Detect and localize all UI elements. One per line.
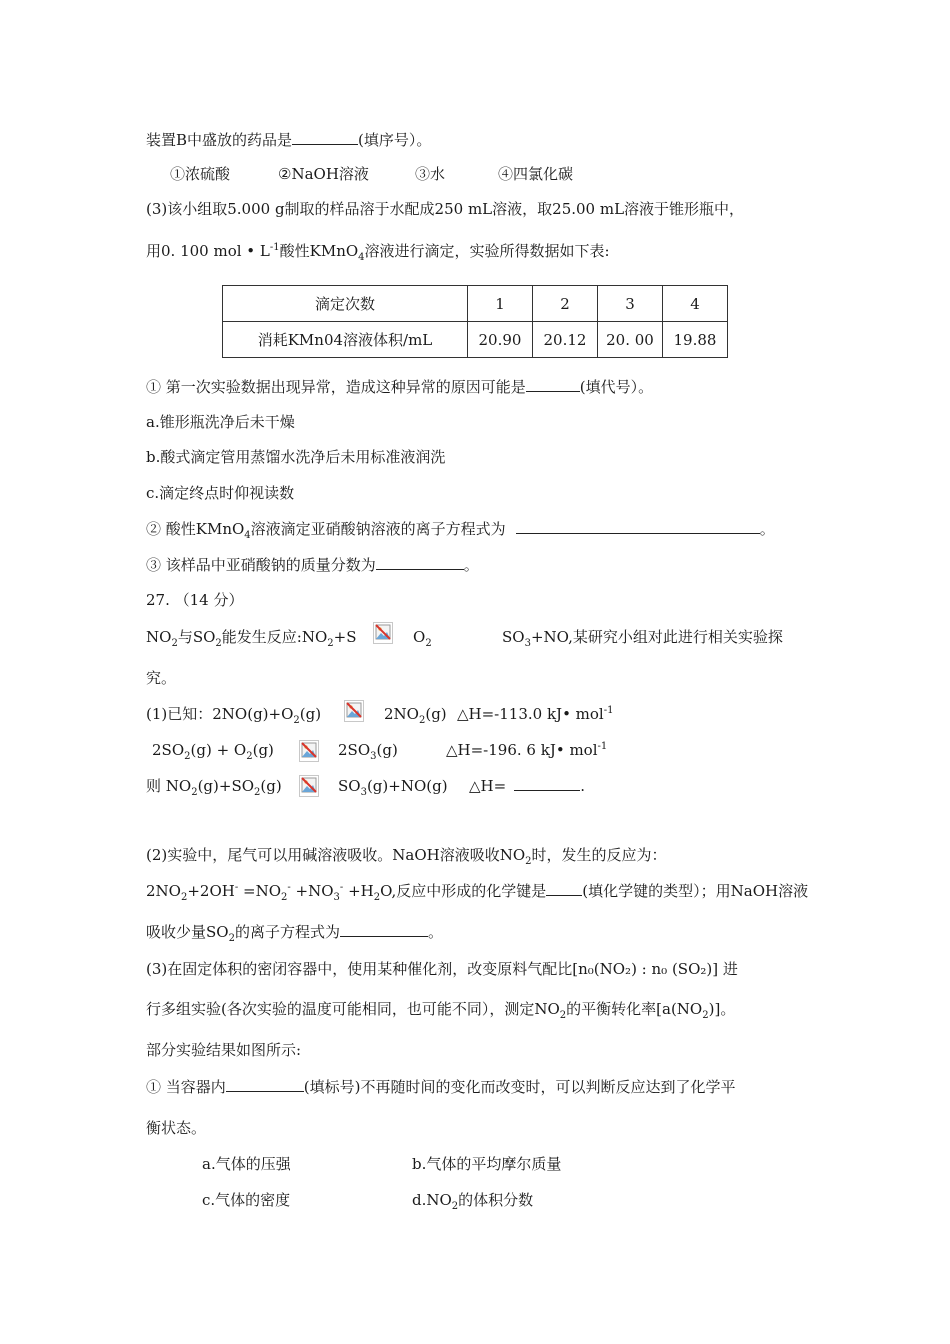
sub-question-1 bbox=[146, 377, 653, 397]
text: )]。 bbox=[708, 1000, 736, 1018]
part2-line1 bbox=[146, 845, 667, 865]
table-cell: 20. 00 bbox=[598, 322, 663, 358]
option-1: ①浓硫酸 bbox=[170, 165, 231, 183]
part3-line2 bbox=[146, 241, 610, 261]
subscript: 2 bbox=[254, 787, 261, 798]
intro-o2 bbox=[413, 627, 432, 647]
text: 行多组实验(各次实验的温度可能相同，也可能不同），测定NO bbox=[146, 1000, 560, 1018]
q27-option-b: b.气体的平均摩尔质量 bbox=[412, 1155, 562, 1173]
table-header-cell: 消耗KMn04溶液体积/mL bbox=[223, 322, 468, 358]
text: 吸收少量SO bbox=[146, 923, 229, 941]
reaction-3-enthalpy bbox=[469, 776, 585, 796]
text: . bbox=[580, 777, 585, 795]
subscript: 3 bbox=[524, 638, 531, 649]
reaction-3-left bbox=[146, 776, 282, 796]
subscript: 2 bbox=[215, 638, 222, 649]
text: ① 当容器内 bbox=[146, 1078, 226, 1096]
table-cell: 19.88 bbox=[663, 322, 728, 358]
q27-sub-question-1-line2: 衡状态。 bbox=[146, 1119, 207, 1137]
choice-c: c.滴定终点时仰视读数 bbox=[146, 484, 295, 502]
table-row bbox=[223, 286, 728, 322]
image-placeholder-icon bbox=[373, 622, 393, 644]
text: 的体积分数 bbox=[458, 1191, 534, 1209]
text: 的平衡转化率[a(NO bbox=[566, 1000, 703, 1018]
subscript: 2 bbox=[191, 787, 198, 798]
text: (填化学键的类型）；用NaOH溶液 bbox=[582, 882, 809, 900]
choice-a: a.锥形瓶洗净后未干燥 bbox=[146, 413, 295, 431]
reaction-arrow-image-icon bbox=[299, 740, 319, 762]
answer-blank[interactable] bbox=[526, 377, 580, 392]
text: 溶液进行滴定，实验所得数据如下表: bbox=[364, 242, 610, 260]
text: +NO bbox=[290, 882, 334, 900]
text: SO bbox=[502, 628, 525, 646]
intro-line2: 究。 bbox=[146, 669, 177, 687]
text: 酸性KMnO bbox=[279, 242, 359, 260]
text: 能发生反应:NO bbox=[221, 628, 328, 646]
q27-option-a: a.气体的压强 bbox=[202, 1155, 291, 1173]
subscript: 3 bbox=[370, 751, 377, 762]
option-2: ②NaOH溶液 bbox=[278, 165, 369, 183]
text: +2OH bbox=[187, 882, 235, 900]
text: 溶液滴定亚硝酸钠溶液的离子方程式为 bbox=[250, 520, 506, 538]
subscript: 3 bbox=[360, 787, 367, 798]
answer-blank[interactable] bbox=[516, 519, 760, 534]
part3-q27-line3: 部分实验结果如图所示: bbox=[146, 1041, 302, 1059]
q27-option-c: c.气体的密度 bbox=[202, 1191, 291, 1209]
subscript: 4 bbox=[358, 252, 365, 263]
q27-option-d bbox=[412, 1190, 533, 1210]
choice-b: b.酸式滴定管用蒸馏水洗净后未用标准液润洗 bbox=[146, 448, 446, 466]
part3-q27-line2 bbox=[146, 999, 735, 1019]
text: (g) bbox=[252, 741, 274, 759]
table-row bbox=[223, 322, 728, 358]
titration-table bbox=[222, 285, 728, 358]
subscript: 3 bbox=[333, 892, 340, 903]
part3-q27-line1: (3)在固定体积的密闭容器中，使用某种催化剂，改变原料气配比[n₀(NO₂) : n₀ (SO₂)] 进 bbox=[146, 960, 738, 978]
part3-line1: (3)该小组取5.000 g制取的样品溶于水配成250 mL溶液，取25.00 mL溶液于锥形瓶中， bbox=[146, 200, 745, 218]
text: (2)实验中，尾气可以用碱溶液吸收。NaOH溶液吸收NO bbox=[146, 846, 526, 864]
sub-question-2 bbox=[146, 519, 775, 539]
answer-blank[interactable] bbox=[292, 130, 358, 145]
part2-line3 bbox=[146, 922, 443, 942]
text: ① 第一次实验数据出现异常，造成这种异常的原因可能是 bbox=[146, 378, 526, 396]
question-27-header: 27. （14 分） bbox=[146, 591, 244, 609]
subscript: 2 bbox=[327, 638, 334, 649]
text: =NO bbox=[238, 882, 281, 900]
text: d.NO bbox=[412, 1191, 452, 1209]
subscript: 2 bbox=[281, 892, 288, 903]
subscript: 2 bbox=[418, 715, 426, 726]
superscript: -1 bbox=[597, 741, 608, 752]
reaction-2-right bbox=[338, 740, 398, 760]
table-cell: 4 bbox=[663, 286, 728, 322]
subscript: 2 bbox=[525, 856, 532, 867]
text: 2SO bbox=[338, 741, 371, 759]
subscript: 2 bbox=[180, 892, 188, 903]
subscript: 2 bbox=[293, 715, 300, 726]
reaction-1-enthalpy bbox=[457, 704, 613, 724]
reaction-1-right bbox=[384, 704, 447, 724]
subscript: 4 bbox=[244, 530, 251, 541]
text: O,反应中形成的化学键是 bbox=[380, 882, 547, 900]
q27-sub-question-1 bbox=[146, 1077, 736, 1097]
text: 。 bbox=[463, 556, 479, 574]
text: 用0. 100 mol • L bbox=[146, 242, 270, 260]
answer-blank[interactable] bbox=[340, 922, 428, 937]
text: +H bbox=[343, 882, 374, 900]
subscript: 2 bbox=[228, 933, 235, 944]
text: SO bbox=[338, 777, 361, 795]
answer-blank[interactable] bbox=[376, 555, 464, 570]
answer-blank[interactable] bbox=[546, 881, 582, 896]
text: 。 bbox=[759, 520, 775, 538]
option-4: ④四氯化碳 bbox=[498, 165, 574, 183]
intro-line1-left bbox=[146, 627, 356, 647]
table-cell: 20.12 bbox=[533, 322, 598, 358]
line-b-reagent bbox=[146, 130, 431, 150]
text: O bbox=[413, 628, 426, 646]
superscript: -1 bbox=[269, 242, 280, 253]
subscript: 2 bbox=[559, 1010, 567, 1021]
text: ③ 该样品中亚硝酸钠的质量分数为 bbox=[146, 556, 376, 574]
reaction-2-enthalpy bbox=[446, 740, 607, 760]
text: (g) + O bbox=[190, 741, 247, 759]
table-header-cell: 滴定次数 bbox=[223, 286, 468, 322]
line-b-suffix: (填序号）。 bbox=[358, 131, 432, 149]
text: (g) bbox=[260, 777, 282, 795]
reaction-arrow-image-icon bbox=[299, 775, 319, 797]
text: (g) bbox=[376, 741, 398, 759]
text: (填代号）。 bbox=[579, 378, 654, 396]
text: 。 bbox=[427, 923, 443, 941]
reaction-2-left bbox=[152, 740, 274, 760]
table-cell: 1 bbox=[468, 286, 533, 322]
superscript: - bbox=[339, 882, 344, 893]
table-cell: 3 bbox=[598, 286, 663, 322]
text: 2NO bbox=[146, 882, 181, 900]
line-b-text: 装置B中盛放的药品是 bbox=[146, 131, 293, 149]
text: NO bbox=[146, 628, 172, 646]
subscript: 2 bbox=[702, 1010, 709, 1021]
text: △H=-113.0 kJ• mol bbox=[457, 705, 604, 723]
text: 2NO bbox=[384, 705, 419, 723]
text: (g)+NO(g) bbox=[366, 777, 448, 795]
text: (g) bbox=[299, 705, 322, 723]
text: 时，发生的反应为： bbox=[531, 846, 667, 864]
subscript: 2 bbox=[373, 892, 381, 903]
reaction-arrow-image-icon bbox=[344, 700, 364, 722]
answer-blank[interactable] bbox=[226, 1077, 304, 1092]
text: 则 NO bbox=[146, 777, 192, 795]
reaction-3-right bbox=[338, 776, 448, 796]
text: (g)+SO bbox=[197, 777, 255, 795]
text: +NO,某研究小组对此进行相关实验探 bbox=[530, 628, 783, 646]
text: △H=-196. 6 kJ• mol bbox=[446, 741, 598, 759]
superscript: - bbox=[234, 882, 239, 893]
answer-blank[interactable] bbox=[514, 776, 580, 791]
table-cell: 2 bbox=[533, 286, 598, 322]
subscript: 2 bbox=[451, 1201, 459, 1212]
subscript: 2 bbox=[171, 638, 178, 649]
text: (1)已知：2NO(g)+O bbox=[146, 705, 294, 723]
text: △H= bbox=[469, 777, 507, 795]
text: 2SO bbox=[152, 741, 185, 759]
table-cell: 20.90 bbox=[468, 322, 533, 358]
superscript: - bbox=[287, 882, 291, 893]
sub-question-3 bbox=[146, 555, 479, 575]
reaction-1-left bbox=[146, 704, 321, 724]
text: 的离子方程式为 bbox=[234, 923, 340, 941]
subscript: 2 bbox=[425, 638, 432, 649]
text: 与SO bbox=[177, 628, 216, 646]
text: (g) bbox=[425, 705, 447, 723]
superscript: -1 bbox=[603, 705, 614, 716]
subscript: 2 bbox=[184, 751, 191, 762]
part2-line2 bbox=[146, 881, 808, 901]
text: +S bbox=[333, 628, 357, 646]
text: (填标号)不再随时间的变化而改变时，可以判断反应达到了化学平 bbox=[303, 1078, 736, 1096]
option-3: ③水 bbox=[415, 165, 446, 183]
intro-line1-right bbox=[502, 627, 783, 647]
subscript: 2 bbox=[246, 751, 253, 762]
text: ② 酸性KMnO bbox=[146, 520, 245, 538]
